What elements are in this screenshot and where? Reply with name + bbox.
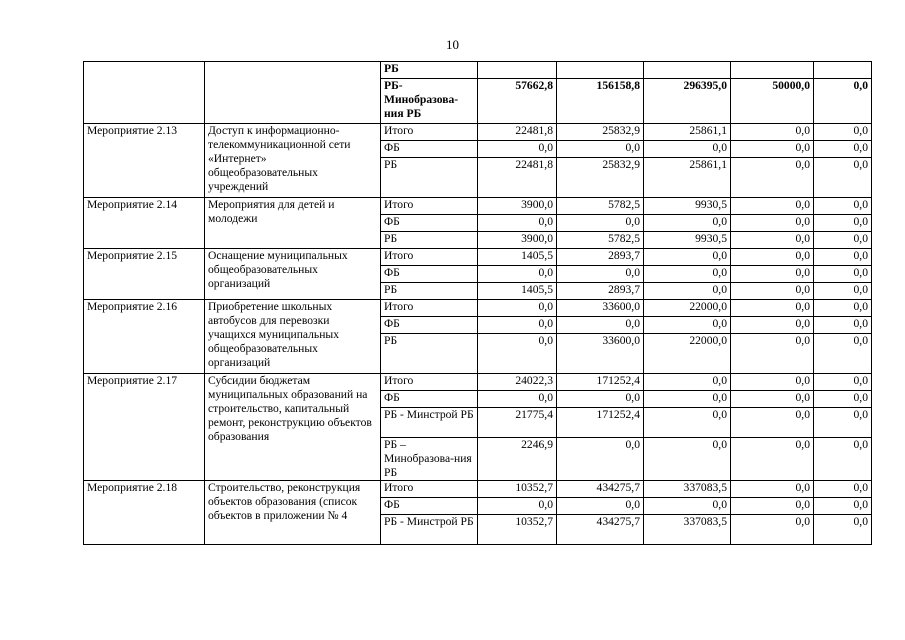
amount-cell: 0,0 <box>644 266 731 283</box>
amount-cell: 0,0 <box>814 124 872 141</box>
activity-code-cell: Мероприятие 2.16 <box>84 300 205 374</box>
amount-cell: 2893,7 <box>557 249 644 266</box>
amount-cell: 0,0 <box>814 198 872 215</box>
activity-code-cell: Мероприятие 2.13 <box>84 124 205 198</box>
amount-cell: 33600,0 <box>557 300 644 317</box>
funding-source-cell: Итого <box>381 249 478 266</box>
page-number: 10 <box>446 37 459 52</box>
amount-cell: 0,0 <box>814 300 872 317</box>
amount-cell: 57662,8 <box>478 79 557 124</box>
amount-cell: 0,0 <box>478 498 557 515</box>
funding-source-cell: ФБ <box>381 317 478 334</box>
table-row <box>84 198 872 215</box>
amount-cell: 1405,5 <box>478 249 557 266</box>
amount-cell: 0,0 <box>731 408 814 438</box>
amount-cell: 0,0 <box>557 215 644 232</box>
amount-cell: 0,0 <box>731 198 814 215</box>
amount-cell: 156158,8 <box>557 79 644 124</box>
amount-cell <box>731 62 814 79</box>
amount-cell <box>557 62 644 79</box>
amount-cell: 0,0 <box>731 438 814 481</box>
amount-cell: 3900,0 <box>478 198 557 215</box>
amount-cell: 171252,4 <box>557 374 644 391</box>
amount-cell: 24022,3 <box>478 374 557 391</box>
amount-cell: 0,0 <box>731 374 814 391</box>
amount-cell: 0,0 <box>478 334 557 374</box>
activity-name-cell: Строительство, реконструкция объектов образования (список объектов в приложении № 4 <box>205 481 381 545</box>
budget-table <box>83 61 872 545</box>
amount-cell: 0,0 <box>814 374 872 391</box>
amount-cell: 0,0 <box>557 498 644 515</box>
amount-cell: 0,0 <box>814 215 872 232</box>
funding-source-cell: РБ - Минстрой РБ <box>381 515 478 545</box>
table-row <box>84 300 872 317</box>
funding-source-cell: ФБ <box>381 391 478 408</box>
amount-cell: 10352,7 <box>478 515 557 545</box>
amount-cell <box>478 62 557 79</box>
funding-source-cell: РБ <box>381 283 478 300</box>
amount-cell: 0,0 <box>731 215 814 232</box>
amount-cell: 0,0 <box>731 266 814 283</box>
amount-cell: 0,0 <box>478 391 557 408</box>
funding-source-cell: РБ <box>381 232 478 249</box>
funding-source-cell: ФБ <box>381 215 478 232</box>
table-row <box>84 481 872 498</box>
amount-cell: 0,0 <box>731 300 814 317</box>
amount-cell: 25861,1 <box>644 124 731 141</box>
amount-cell: 0,0 <box>814 232 872 249</box>
amount-cell: 0,0 <box>814 391 872 408</box>
amount-cell: 0,0 <box>557 391 644 408</box>
amount-cell: 0,0 <box>731 391 814 408</box>
amount-cell: 0,0 <box>814 158 872 198</box>
table-row <box>84 124 872 141</box>
activity-code-cell: Мероприятие 2.18 <box>84 481 205 545</box>
activity-code-cell: Мероприятие 2.17 <box>84 374 205 481</box>
funding-source-cell: Итого <box>381 481 478 498</box>
amount-cell: 9930,5 <box>644 232 731 249</box>
amount-cell: 0,0 <box>731 317 814 334</box>
amount-cell: 0,0 <box>814 515 872 545</box>
amount-cell: 22481,8 <box>478 158 557 198</box>
funding-source-cell: РБ <box>381 334 478 374</box>
activity-name-cell: Приобретение школьных автобусов для перевозки учащихся муниципальных общеобразовательных организаций <box>205 300 381 374</box>
amount-cell: 0,0 <box>644 498 731 515</box>
amount-cell: 22000,0 <box>644 300 731 317</box>
funding-source-cell: Итого <box>381 374 478 391</box>
amount-cell: 21775,4 <box>478 408 557 438</box>
amount-cell: 0,0 <box>731 481 814 498</box>
amount-cell: 0,0 <box>814 141 872 158</box>
amount-cell: 22481,8 <box>478 124 557 141</box>
amount-cell: 434275,7 <box>557 481 644 498</box>
amount-cell: 296395,0 <box>644 79 731 124</box>
amount-cell: 0,0 <box>814 283 872 300</box>
amount-cell: 0,0 <box>731 232 814 249</box>
amount-cell: 0,0 <box>814 79 872 124</box>
amount-cell: 0,0 <box>644 374 731 391</box>
funding-source-cell: РБ-Минобразова-ния РБ <box>381 79 478 124</box>
amount-cell: 22000,0 <box>644 334 731 374</box>
amount-cell: 0,0 <box>731 158 814 198</box>
funding-source-cell: ФБ <box>381 498 478 515</box>
amount-cell: 0,0 <box>478 300 557 317</box>
amount-cell: 0,0 <box>731 124 814 141</box>
amount-cell: 0,0 <box>644 249 731 266</box>
amount-cell: 1405,5 <box>478 283 557 300</box>
activity-name-cell <box>205 62 381 124</box>
amount-cell: 0,0 <box>478 215 557 232</box>
amount-cell: 9930,5 <box>644 198 731 215</box>
funding-source-cell: РБ <box>381 158 478 198</box>
amount-cell: 337083,5 <box>644 481 731 498</box>
activity-code-cell: Мероприятие 2.14 <box>84 198 205 249</box>
funding-source-cell: Итого <box>381 300 478 317</box>
funding-source-cell: РБ <box>381 62 478 79</box>
amount-cell: 10352,7 <box>478 481 557 498</box>
amount-cell: 0,0 <box>557 266 644 283</box>
amount-cell: 337083,5 <box>644 515 731 545</box>
amount-cell: 33600,0 <box>557 334 644 374</box>
amount-cell: 0,0 <box>814 334 872 374</box>
amount-cell: 0,0 <box>814 249 872 266</box>
amount-cell <box>814 62 872 79</box>
amount-cell: 0,0 <box>814 408 872 438</box>
amount-cell: 171252,4 <box>557 408 644 438</box>
amount-cell: 0,0 <box>731 249 814 266</box>
amount-cell: 0,0 <box>557 317 644 334</box>
activity-name-cell: Доступ к информационно-телекоммуникационной сети «Интернет» общеобразовательных учреждений <box>205 124 381 198</box>
amount-cell: 25861,1 <box>644 158 731 198</box>
table-row <box>84 374 872 391</box>
funding-source-cell: РБ - Минстрой РБ <box>381 408 478 438</box>
amount-cell: 5782,5 <box>557 198 644 215</box>
amount-cell: 434275,7 <box>557 515 644 545</box>
funding-source-cell: Итого <box>381 198 478 215</box>
amount-cell: 2893,7 <box>557 283 644 300</box>
amount-cell: 2246,9 <box>478 438 557 481</box>
amount-cell: 0,0 <box>644 438 731 481</box>
amount-cell: 0,0 <box>557 141 644 158</box>
amount-cell: 0,0 <box>731 515 814 545</box>
amount-cell: 0,0 <box>814 266 872 283</box>
amount-cell: 50000,0 <box>731 79 814 124</box>
activity-name-cell: Оснащение муниципальных общеобразовательных организаций <box>205 249 381 300</box>
amount-cell: 0,0 <box>731 283 814 300</box>
funding-source-cell: ФБ <box>381 266 478 283</box>
activity-code-cell <box>84 62 205 124</box>
activity-name-cell: Мероприятия для детей и молодежи <box>205 198 381 249</box>
funding-source-cell: РБ – Минобразова-ния РБ <box>381 438 478 481</box>
amount-cell: 0,0 <box>814 317 872 334</box>
amount-cell: 5782,5 <box>557 232 644 249</box>
funding-source-cell: Итого <box>381 124 478 141</box>
amount-cell: 0,0 <box>814 438 872 481</box>
amount-cell: 0,0 <box>478 141 557 158</box>
table-row <box>84 62 872 79</box>
amount-cell: 0,0 <box>731 141 814 158</box>
funding-source-cell: ФБ <box>381 141 478 158</box>
amount-cell: 0,0 <box>731 498 814 515</box>
amount-cell: 0,0 <box>644 408 731 438</box>
table-row <box>84 249 872 266</box>
amount-cell: 25832,9 <box>557 158 644 198</box>
amount-cell: 0,0 <box>814 498 872 515</box>
amount-cell: 3900,0 <box>478 232 557 249</box>
activity-name-cell: Субсидии бюджетам муниципальных образований на строительство, капитальный ремонт, реконструкцию объектов образования <box>205 374 381 481</box>
amount-cell: 0,0 <box>644 215 731 232</box>
amount-cell: 0,0 <box>814 481 872 498</box>
amount-cell: 0,0 <box>644 283 731 300</box>
amount-cell: 0,0 <box>644 141 731 158</box>
amount-cell: 0,0 <box>478 317 557 334</box>
table-body <box>84 62 872 545</box>
amount-cell: 0,0 <box>557 438 644 481</box>
amount-cell <box>644 62 731 79</box>
activity-code-cell: Мероприятие 2.15 <box>84 249 205 300</box>
amount-cell: 0,0 <box>644 391 731 408</box>
amount-cell: 0,0 <box>478 266 557 283</box>
amount-cell: 0,0 <box>731 334 814 374</box>
amount-cell: 25832,9 <box>557 124 644 141</box>
amount-cell: 0,0 <box>644 317 731 334</box>
